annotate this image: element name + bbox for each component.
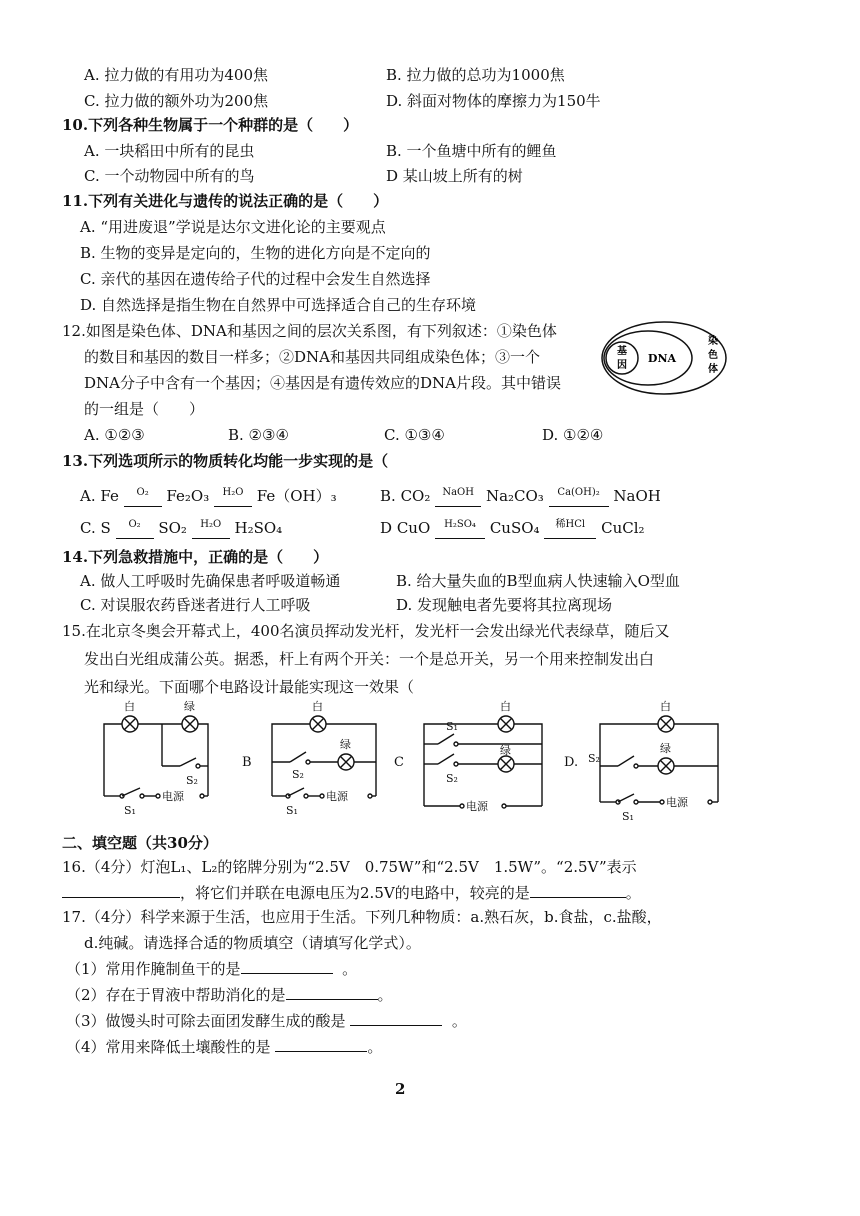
circuit-d-letter: D.	[564, 755, 579, 770]
section-2-heading: 二、填空题（共30分）	[62, 834, 218, 852]
q14-option-c: C. 对误服农药昏迷者进行人工呼吸	[80, 596, 311, 614]
q12-line-1: 12.如图是染色体、DNA和基因之间的层次关系图，有下列叙述：①染色体	[62, 322, 557, 340]
circuit-a-s2-label: S₂	[186, 774, 198, 787]
circuit-b-s2-label: S₂	[292, 768, 304, 781]
circuit-a-power-label: 电源	[162, 790, 184, 803]
q12-option-d: D. ①②④	[542, 426, 604, 444]
circuit-d-green-lamp	[658, 758, 674, 774]
circuit-c-white-label: 白	[500, 700, 511, 713]
q10-option-d: D 某山坡上所有的树	[386, 167, 523, 185]
q12-diagram	[600, 318, 730, 398]
q10-option-c: C. 一个动物园中所有的鸟	[84, 167, 255, 185]
gene-label-2: 因	[617, 360, 627, 371]
circuit-b	[272, 724, 376, 798]
q16-line-2	[62, 882, 641, 904]
q12-option-b: B. ②③④	[228, 426, 289, 444]
circuit-d-green-label: 绿	[660, 742, 671, 755]
q14-option-a: A. 做人工呼吸时先确保患者呼吸道畅通	[80, 572, 341, 590]
circuit-b-white-label: 白	[312, 700, 323, 713]
circuit-d-s1-label: S₁	[622, 810, 634, 823]
q17-line-1: 17.（4分）科学来源于生活，也应用于生活。下列几种物质：a.熟石灰，b.食盐，c.盐酸，	[62, 908, 662, 926]
q13-d-s3: CuCl₂	[601, 519, 645, 537]
q12-line-2: 的数目和基因的数目一样多；②DNA和基因共同组成染色体；③一个	[84, 348, 540, 366]
q10-option-a: A. 一块稻田中所有的昆虫	[84, 142, 255, 160]
circuit-a-white-label: 白	[124, 700, 135, 713]
q12-line-3: DNA分子中含有一个基因；④基因是有遗传效应的DNA片段。其中错误	[84, 374, 561, 392]
q14-option-d: D. 发现触电者先要将其拉离现场	[396, 596, 613, 614]
circuit-b-white-lamp	[310, 716, 326, 732]
q17-part-2-end: 。	[377, 986, 393, 1004]
q13-b-arrow-1: NaOH	[435, 482, 481, 504]
q13-d-s2: CuSO₄	[489, 519, 540, 537]
q17-part-3	[66, 1010, 467, 1032]
q10-stem: 10.下列各种生物属于一个种群的是（ ）	[62, 116, 359, 134]
circuit-a-s1-label: S₁	[124, 804, 136, 817]
circuit-c	[424, 724, 542, 808]
q17-blank-4[interactable]	[275, 1037, 367, 1052]
q9-option-a: A. 拉力做的有用功为400焦	[84, 66, 268, 84]
q16-line-2-text: ，将它们并联在电源电压为2.5V的电路中，较亮的是	[180, 884, 530, 902]
q11-stem: 11.下列有关进化与遗传的说法正确的是（ ）	[62, 192, 389, 210]
dna-label: DNA	[647, 352, 677, 365]
circuit-d-s2-label: S₂	[588, 752, 600, 765]
chromosome-label-3: 体	[708, 364, 718, 375]
q16-blank-1[interactable]	[62, 883, 180, 898]
q12-option-a: A. ①②③	[84, 426, 145, 444]
q13-b-label: B.	[380, 487, 396, 505]
q13-c-arrow-2: H₂O	[192, 514, 230, 536]
q13-b-s3: NaOH	[613, 487, 661, 505]
q9-option-b: B. 拉力做的总功为1000焦	[386, 66, 565, 84]
circuit-c-s1-label: S₁	[446, 720, 458, 733]
circuit-d-white-lamp	[658, 716, 674, 732]
page-number: 2	[395, 1080, 406, 1098]
q17-part-3-end: 。	[451, 1012, 467, 1030]
q12-option-c: C. ①③④	[384, 426, 445, 444]
q13-a-s2: Fe₂O₃	[166, 487, 210, 505]
q11-option-c: C. 亲代的基因在遗传给子代的过程中会发生自然选择	[80, 270, 431, 288]
circuit-a-green-lamp	[182, 716, 198, 732]
q11-option-d: D. 自然选择是指生物在自然界中可选择适合自己的生存环境	[80, 296, 477, 314]
q11-option-b: B. 生物的变异是定向的，生物的进化方向是不定向的	[80, 244, 431, 262]
q13-b-s1: CO₂	[400, 487, 431, 505]
q17-line-2: d.纯碱。请选择合适的物质填空（请填写化学式）。	[84, 934, 421, 952]
circuit-c-green-lamp	[498, 756, 514, 772]
q17-part-2	[66, 984, 393, 1006]
q13-d-s1: CuO	[396, 519, 431, 537]
q13-option-c	[80, 514, 282, 539]
circuit-d-power-label: 电源	[666, 796, 688, 809]
q15-line-2: 发出白光组成蒲公英。据悉，杆上有两个开关：一个是总开关，另一个用来控制发出白	[84, 650, 655, 668]
circuit-a-green-label: 绿	[184, 700, 195, 713]
q15-line-3: 光和绿光。下面哪个电路设计最能实现这一效果（	[84, 678, 415, 696]
q13-c-s1: S	[100, 519, 111, 537]
q13-a-arrow-2: H₂O	[214, 482, 252, 504]
circuit-b-green-lamp	[338, 754, 354, 770]
circuit-c-letter: C	[394, 755, 404, 770]
q13-a-s3: Fe（OH）₃	[256, 487, 337, 505]
q13-option-a	[80, 482, 337, 507]
q14-stem: 14.下列急救措施中，正确的是（ ）	[62, 548, 329, 566]
q11-option-a: A. “用进废退”学说是达尔文进化论的主要观点	[80, 218, 386, 236]
q17-part-4-end: 。	[367, 1038, 383, 1056]
q13-a-label: A.	[80, 487, 96, 505]
circuit-b-s1-label: S₁	[286, 804, 298, 817]
q13-a-arrow-1: O₂	[124, 482, 162, 504]
gene-label: 基	[617, 346, 627, 357]
q15-line-1: 15.在北京冬奥会开幕式上，400名演员挥动发光杆，发光杆一会发出绿光代表绿草，随后又	[62, 622, 670, 640]
q17-part-4-text: （4）常用来降低土壤酸性的是	[66, 1038, 271, 1056]
circuit-b-letter: B	[242, 755, 252, 770]
circuit-c-power-label: 电源	[466, 800, 488, 813]
q13-c-arrow-1: O₂	[116, 514, 154, 536]
q13-d-arrow-2: 稀HCl	[544, 514, 596, 536]
q17-blank-1[interactable]	[241, 959, 333, 974]
q10-option-b: B. 一个鱼塘中所有的鲤鱼	[386, 142, 557, 160]
q13-b-s2: Na₂CO₃	[485, 487, 544, 505]
q17-blank-2[interactable]	[286, 985, 378, 1000]
q9-option-d: D. 斜面对物体的摩擦力为150牛	[386, 92, 601, 110]
q13-c-s2: SO₂	[158, 519, 187, 537]
circuit-c-green-label: 绿	[500, 744, 511, 757]
chromosome-label-1: 染	[708, 336, 718, 347]
q14-option-b: B. 给大量失血的B型血病人快速输入O型血	[396, 572, 680, 590]
q16-blank-2[interactable]	[530, 883, 626, 898]
circuit-b-green-label: 绿	[340, 738, 351, 751]
q13-c-s3: H₂SO₄	[234, 519, 283, 537]
q13-stem: 13.下列选项所示的物质转化均能一步实现的是（	[62, 452, 389, 470]
circuit-c-white-lamp	[498, 716, 514, 732]
q17-part-4	[66, 1036, 382, 1058]
q15-circuits	[90, 696, 750, 824]
q17-part-2-text: （2）存在于胃液中帮助消化的是	[66, 986, 286, 1004]
q16-line-1: 16.（4分）灯泡L₁、L₂的铭牌分别为“2.5V 0.75W”和“2.5V 1.5W”。“2.5V”表示	[62, 858, 637, 876]
circuit-c-s2-label: S₂	[446, 772, 458, 785]
q13-d-label: D	[380, 519, 393, 537]
q17-part-1-text: （1）常用作腌制鱼干的是	[66, 960, 241, 978]
q13-d-arrow-1: H₂SO₄	[435, 514, 485, 536]
q16-line-2-end: 。	[625, 884, 641, 902]
q13-a-s1: Fe	[100, 487, 119, 505]
q13-b-arrow-2: Ca(OH)₂	[549, 482, 609, 504]
q12-line-4: 的一组是（ ）	[84, 400, 205, 418]
q13-option-b	[380, 482, 661, 507]
circuit-b-power-label: 电源	[326, 790, 348, 803]
q17-part-3-text: （3）做馒头时可除去面团发酵生成的酸是	[66, 1012, 346, 1030]
circuit-d-white-label: 白	[660, 700, 671, 713]
q17-part-1-end: 。	[342, 960, 358, 978]
circuit-a-white-lamp	[122, 716, 138, 732]
q13-c-label: C.	[80, 519, 96, 537]
q17-part-1	[66, 958, 357, 980]
q13-option-d	[380, 514, 645, 539]
chromosome-label-2: 色	[708, 350, 718, 361]
q17-blank-3[interactable]	[350, 1011, 442, 1026]
q9-option-c: C. 拉力做的额外功为200焦	[84, 92, 269, 110]
